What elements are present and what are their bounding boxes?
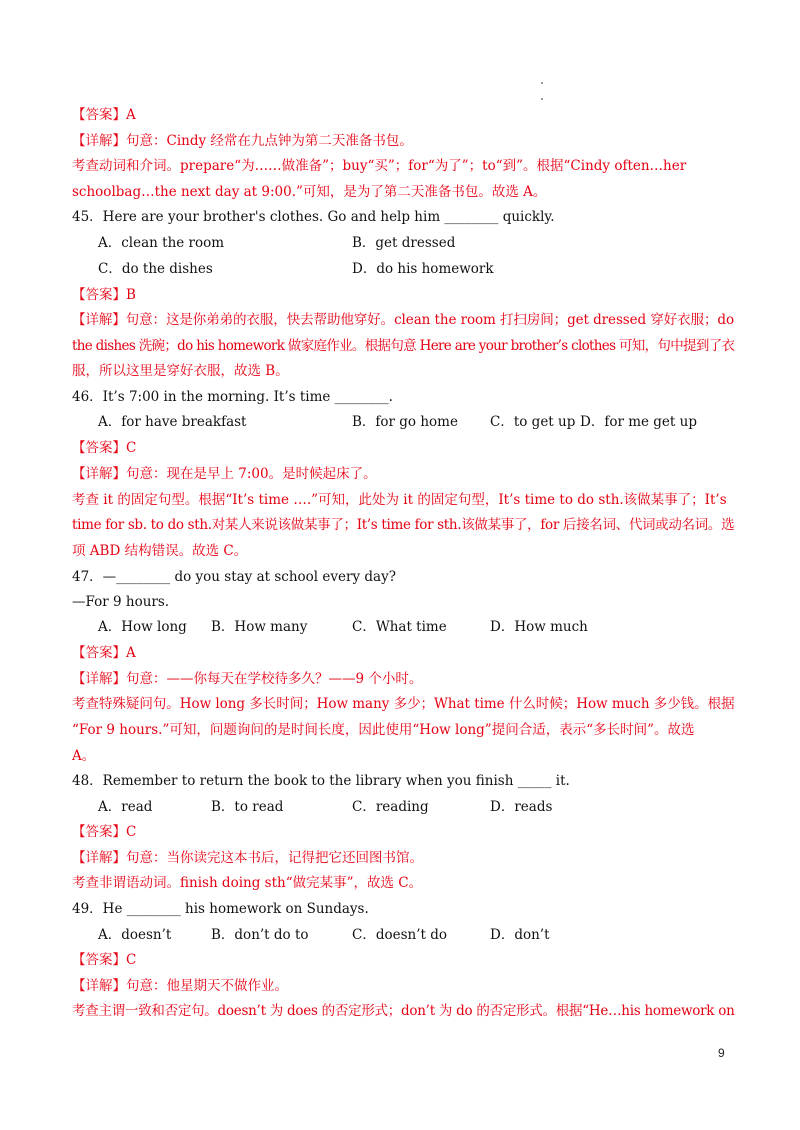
question-49: 49．He ________ his homework on Sundays. xyxy=(72,901,369,917)
decorative-dot xyxy=(541,98,543,100)
explanation-line: 【详解】句意：——你每天在学校待多久？——9 个小时。 xyxy=(72,671,423,687)
option-47-a: A．How long xyxy=(98,619,187,635)
option-48-d: D．reads xyxy=(490,799,553,815)
option-45-d: D．do his homework xyxy=(352,261,494,277)
answer-label: 【答案】C xyxy=(72,824,137,840)
answer-label: 【答案】A xyxy=(72,645,136,661)
option-46-a: A．for have breakfast xyxy=(98,414,247,430)
answer-label: 【答案】B xyxy=(72,287,136,303)
explanation-line: 【详解】句意：Cindy 经常在九点钟为第二天准备书包。 xyxy=(72,133,413,149)
option-49-d: D．don’t xyxy=(490,927,550,943)
question-48: 48．Remember to return the book to the library when you finish _____ it. xyxy=(72,773,570,789)
option-45-b: B．get dressed xyxy=(352,235,456,251)
option-49-c: C．doesn’t do xyxy=(352,927,447,943)
question-45: 45．Here are your brother's clothes. Go and help him ________ quickly. xyxy=(72,209,555,225)
explanation-line: “For 9 hours.”可知，问题询问的是时间长度，因此使用“How long”提问合适，表示“多长时间”。故选 xyxy=(72,722,695,738)
question-46: 46．It’s 7:00 in the morning. It’s time ________. xyxy=(72,389,393,405)
explanation-line: 【详解】句意：现在是早上 7:00。是时候起床了。 xyxy=(72,466,377,482)
answer-label: 【答案】A xyxy=(72,107,136,123)
explanation-line: 考查特殊疑问句。How long 多长时间；How many 多少；What time 什么时候；How much 多少钱。根据 xyxy=(72,696,735,712)
option-48-c: C．reading xyxy=(352,799,429,815)
explanation-line: 考查 it 的固定句型。根据“It’s time ….”可知，此处为 it 的固定句型，It’s time to do sth.该做某事了；It’s xyxy=(72,492,727,508)
question-47: 47．—________ do you stay at school every day? xyxy=(72,569,396,585)
explanation-line: 考查动词和介词。prepare“为……做准备”；buy“买”；for“为了”；to“到”。根据“Cindy often…her xyxy=(72,158,687,174)
explanation-line: 【详解】句意：他星期天不做作业。 xyxy=(72,978,288,994)
option-48-a: A．read xyxy=(98,799,153,815)
option-45-c: C．do the dishes xyxy=(98,261,213,277)
option-46-d: D．for me get up xyxy=(580,414,697,430)
explanation-line: A。 xyxy=(72,748,96,764)
explanation-line: 【详解】句意：这是你弟弟的衣服，快去帮助他穿好。clean the room 打扫房间；get dressed 穿好衣服；do xyxy=(72,312,735,328)
option-49-a: A．doesn’t xyxy=(98,927,172,943)
decorative-dot xyxy=(541,82,543,84)
option-46-c: C．to get up xyxy=(490,414,576,430)
explanation-line: 项 ABD 结构错误。故选 C。 xyxy=(72,543,248,559)
option-46-b: B．for go home xyxy=(352,414,458,430)
answer-label: 【答案】C xyxy=(72,952,137,968)
explanation-line: the dishes 洗碗；do his homework 做家庭作业。根据句意 Here are your brother’s clothes 可知，句中提到了衣 xyxy=(72,338,735,354)
option-45-a: A．clean the room xyxy=(98,235,225,251)
explanation-line: 考查主谓一致和否定句。doesn’t 为 does 的否定形式；don’t 为 do 的否定形式。根据“He…his homework on xyxy=(72,1003,735,1019)
explanation-line: schoolbag…the next day at 9:00.”可知，是为了第二天准备书包。故选 A。 xyxy=(72,184,547,200)
option-48-b: B．to read xyxy=(211,799,284,815)
explanation-line: time for sb. to do sth.对某人来说该做某事了；It’s time for sth.该做某事了，for 后接名词、代词或动名词。选 xyxy=(72,517,735,533)
answer-label: 【答案】C xyxy=(72,440,137,456)
page-number: 9 xyxy=(718,1046,725,1060)
option-47-b: B．How many xyxy=(211,619,308,635)
option-49-b: B．don’t do to xyxy=(211,927,309,943)
explanation-line: 【详解】句意：当你读完这本书后，记得把它还回图书馆。 xyxy=(72,850,423,866)
option-47-c: C．What time xyxy=(352,619,447,635)
explanation-line: 服，所以这里是穿好衣服，故选 B。 xyxy=(72,363,289,379)
explanation-line: 考查非谓语动词。finish doing sth“做完某事”，故选 C。 xyxy=(72,875,423,891)
option-47-d: D．How much xyxy=(490,619,588,635)
question-47-reply: —For 9 hours. xyxy=(72,594,170,610)
